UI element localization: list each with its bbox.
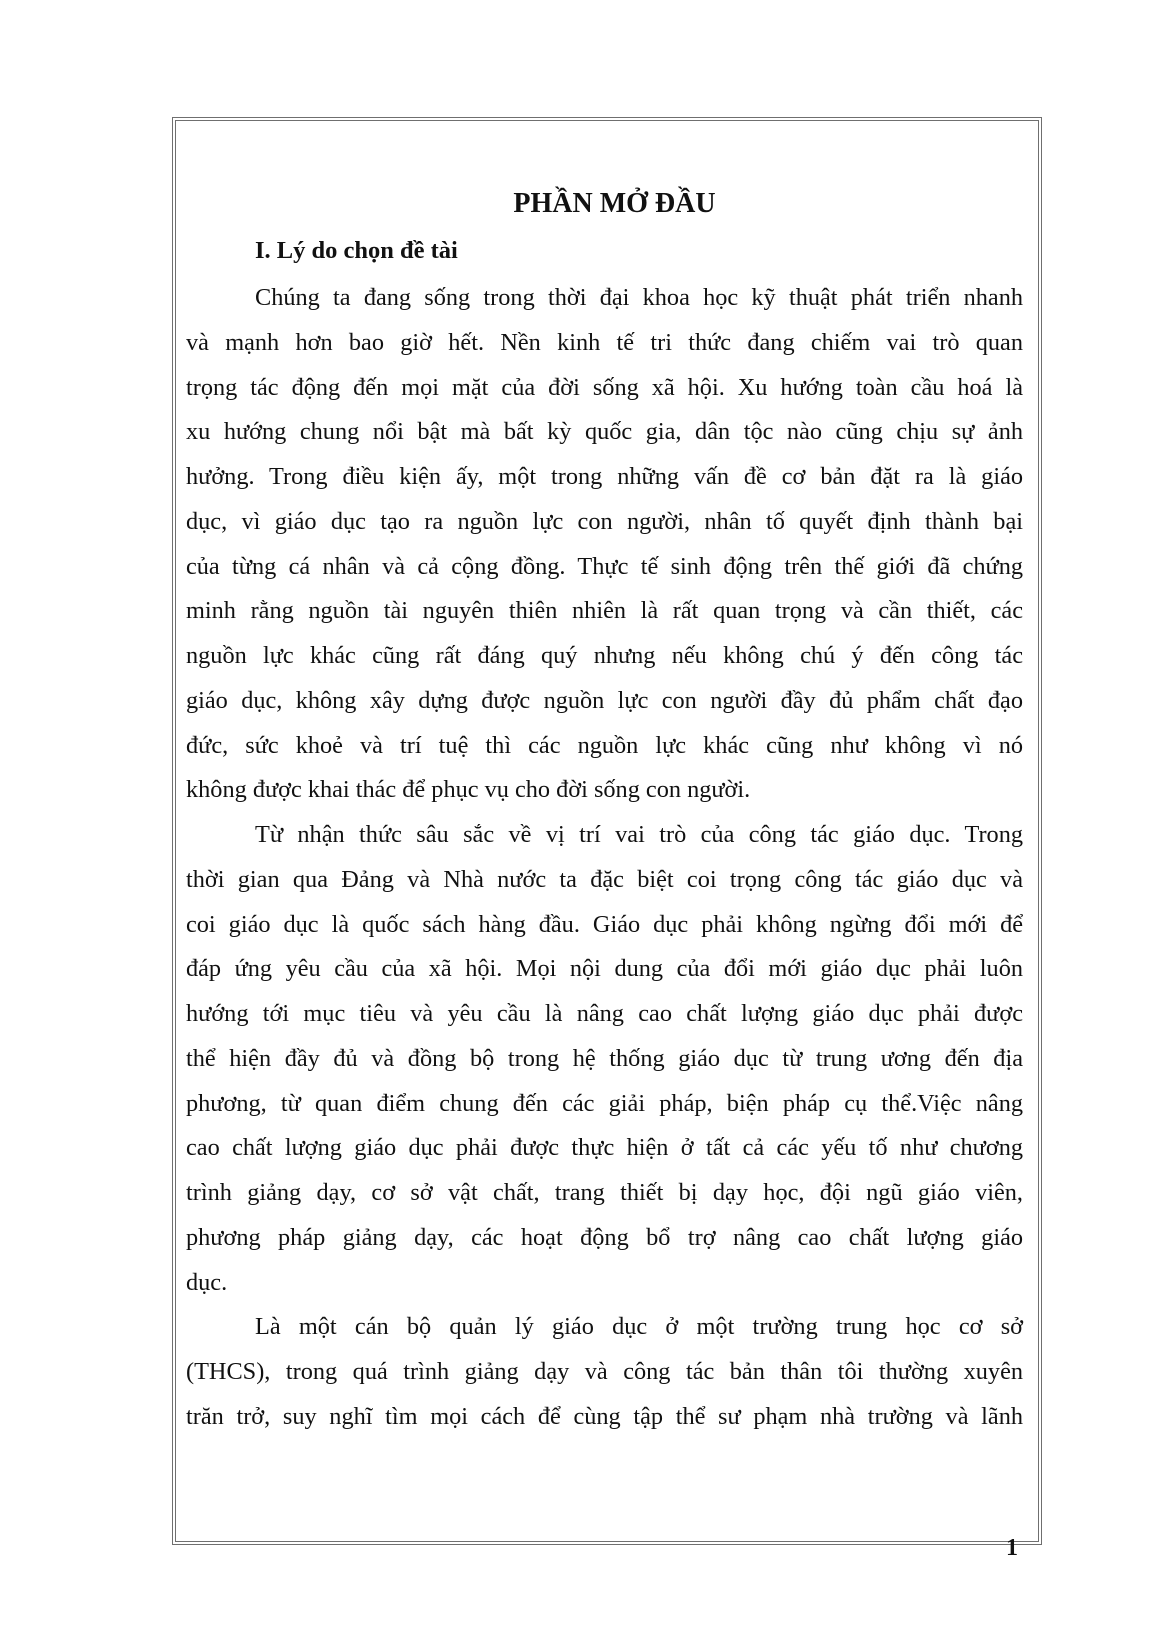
text-line: trình giảng dạy, cơ sở vật chất, trang thiết bị dạy học, đội ngũ giáo viên, (186, 1179, 1023, 1206)
text-line: xu hướng chung nổi bật mà bất kỳ quốc gia, dân tộc nào cũng chịu sự ảnh (186, 418, 1023, 446)
text-line: và mạnh hơn bao giờ hết. Nền kinh tế tri thức đang chiếm vai trò quan (186, 328, 1023, 356)
paragraph-2 (186, 813, 1023, 1305)
text-line: phương pháp giảng dạy, các hoạt động bổ trợ nâng cao chất lượng giáo (186, 1223, 1023, 1251)
text-line: phương, từ quan điểm chung đến các giải pháp, biện pháp cụ thể.Việc nâng (186, 1089, 1023, 1117)
text-line: trọng tác động đến mọi mặt của đời sống xã hội. Xu hướng toàn cầu hoá là (186, 373, 1023, 401)
text-line: (THCS), trong quá trình giảng dạy và công tác bản thân tôi thường xuyên (186, 1358, 1023, 1385)
text-line: Chúng ta đang sống trong thời đại khoa học kỹ thuật phát triển nhanh (255, 284, 1023, 311)
document-body (186, 276, 1023, 1440)
text-line: dục, vì giáo dục tạo ra nguồn lực con người, nhân tố quyết định thành bại (186, 507, 1023, 535)
text-line: thể hiện đầy đủ và đồng bộ trong hệ thống giáo dục từ trung ương đến địa (186, 1044, 1023, 1072)
text-line: cao chất lượng giáo dục phải được thực hiện ở tất cả các yếu tố như chương (186, 1134, 1023, 1162)
text-line: Từ nhận thức sâu sắc về vị trí vai trò của công tác giáo dục. Trong (255, 821, 1023, 848)
paragraph-1 (186, 276, 1023, 813)
paragraph-3 (186, 1305, 1023, 1439)
text-line: đáp ứng yêu cầu của xã hội. Mọi nội dung của đổi mới giáo dục phải luôn (186, 955, 1023, 983)
text-line: hưởng. Trong điều kiện ấy, một trong những vấn đề cơ bản đặt ra là giáo (186, 463, 1023, 490)
text-line: đức, sức khoẻ và trí tuệ thì các nguồn lực khác cũng như không vì nó (186, 731, 1023, 759)
text-line: trăn trở, suy nghĩ tìm mọi cách để cùng tập thể sư phạm nhà trường và lãnh (186, 1402, 1023, 1430)
document-title: PHẦN MỞ ĐẦU (513, 188, 716, 219)
text-line: không được khai thác để phục vụ cho đời sống con người. (186, 776, 751, 804)
text-line: thời gian qua Đảng và Nhà nước ta đặc biệt coi trọng công tác giáo dục và (186, 865, 1023, 893)
text-line: của từng cá nhân và cả cộng đồng. Thực tế sinh động trên thế giới đã chứng (186, 552, 1023, 580)
page-number: 1 (1006, 1535, 1018, 1561)
text-line: Là một cán bộ quản lý giáo dục ở một trường trung học cơ sở (255, 1313, 1023, 1341)
text-line: dục. (186, 1268, 228, 1296)
text-line: coi giáo dục là quốc sách hàng đầu. Giáo dục phải không ngừng đổi mới để (186, 910, 1023, 938)
text-line: giáo dục, không xây dựng được nguồn lực con người đầy đủ phẩm chất đạo (186, 686, 1023, 714)
text-line: minh rằng nguồn tài nguyên thiên nhiên là rất quan trọng và cần thiết, các (186, 597, 1023, 625)
text-line: hướng tới mục tiêu và yêu cầu là nâng cao chất lượng giáo dục phải được (186, 1000, 1023, 1027)
text-line: nguồn lực khác cũng rất đáng quý nhưng nếu không chú ý đến công tác (186, 642, 1023, 669)
section-heading: I. Lý do chọn đề tài (255, 237, 458, 264)
